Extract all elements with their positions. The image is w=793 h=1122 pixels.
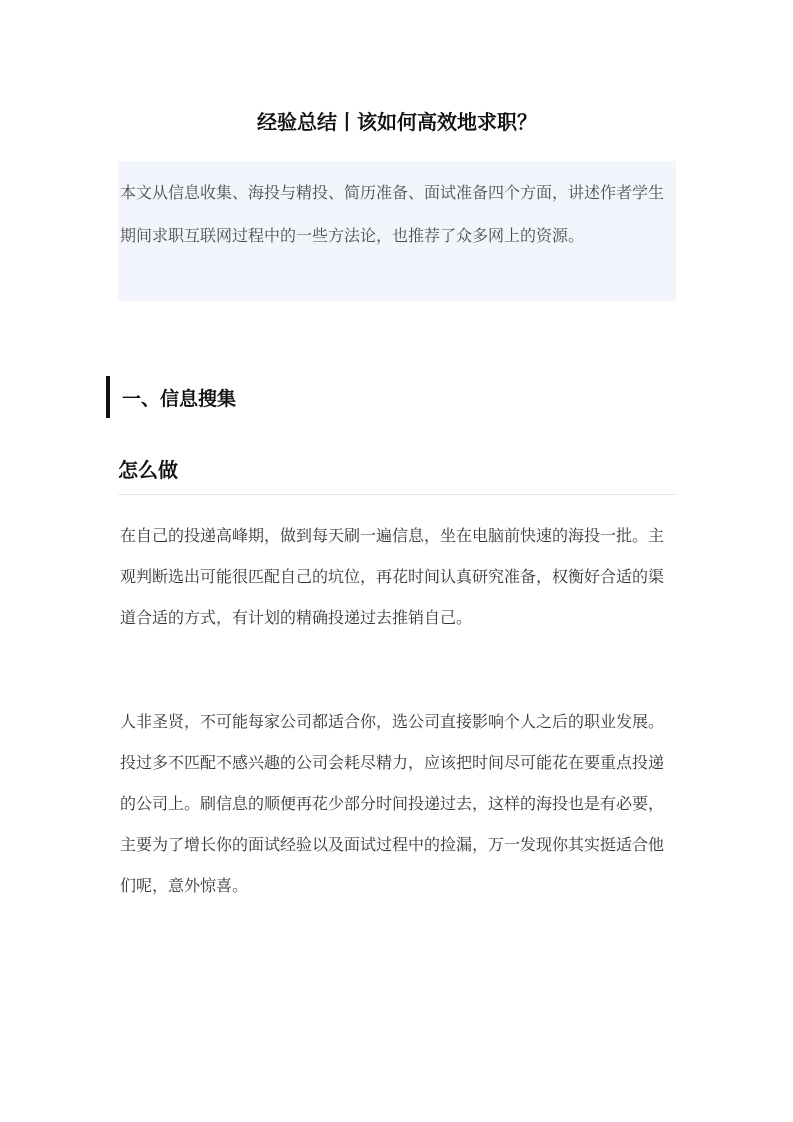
summary-box	[118, 161, 676, 301]
section-heading: 一、信息搜集	[106, 376, 236, 418]
document-title: 经验总结丨该如何高效地求职？	[257, 110, 537, 134]
summary-text: 本文从信息收集、海投与精投、简历准备、面试准备四个方面，讲述作者学生期间求职互联网过程中的一些方法论，也推荐了众多网上的资源。	[120, 183, 665, 245]
body-paragraph-2: 人非圣贤，不可能每家公司都适合你，选公司直接影响个人之后的职业发展。投过多不匹配不感兴趣的公司会耗尽精力，应该把时间尽可能花在要重点投递的公司上。刷信息的顺便再花少部分时间投递过去，这样的海投也是有必要，主要为了增长你的面试经验以及面试过程中的捡漏，万一发现你其实挺适合他们呢，意外惊喜。	[120, 712, 665, 895]
body-paragraph-1: 在自己的投递高峰期，做到每天刷一遍信息，坐在电脑前快速的海投一批。主观判断选出可能很匹配自己的坑位，再花时间认真研究准备，权衡好合适的渠道合适的方式，有计划的精确投递过去推销自己。	[120, 526, 665, 627]
sub-heading: 怎么做	[118, 453, 676, 495]
